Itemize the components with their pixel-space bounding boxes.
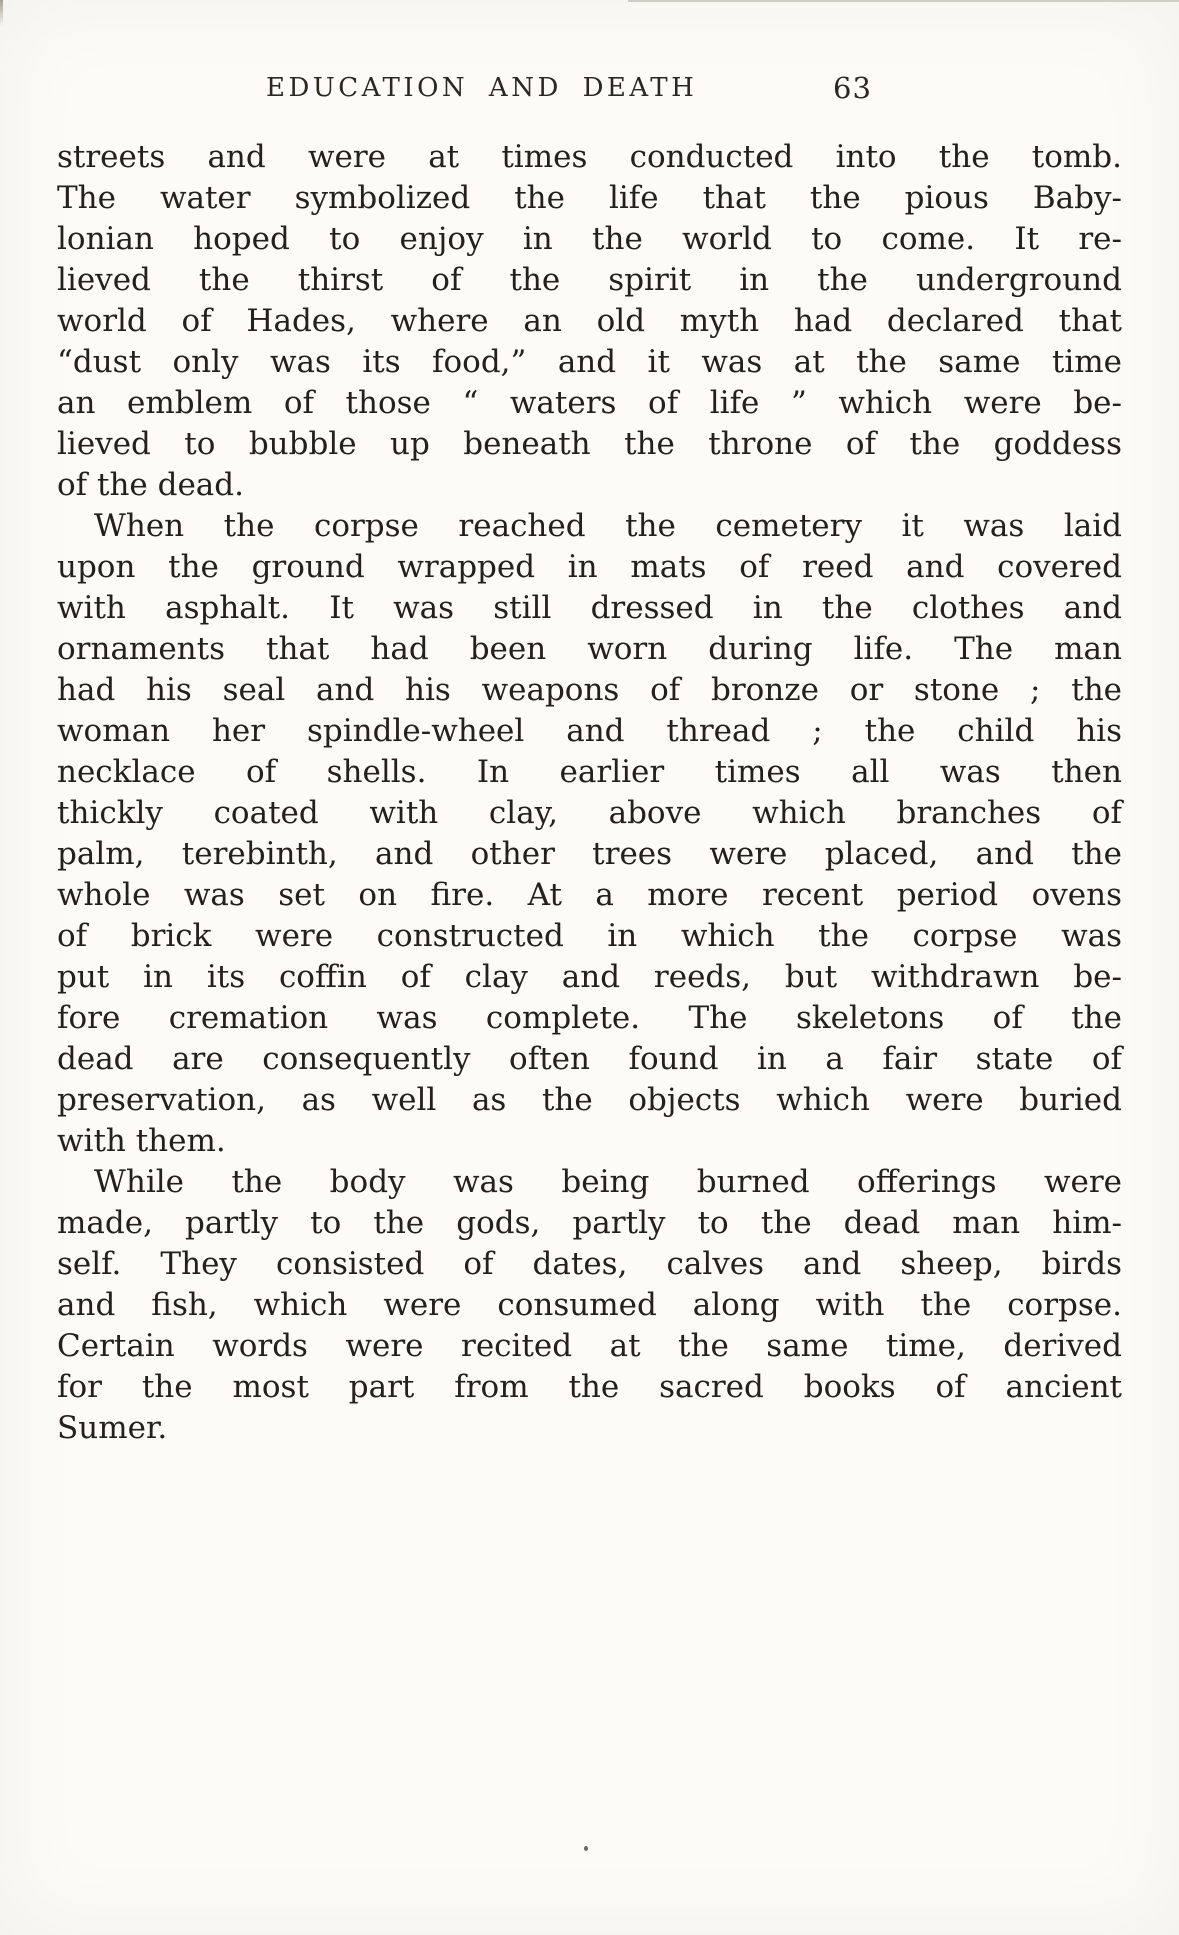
text-line: When the corpse reached the cemetery it was laid: [94, 508, 1122, 544]
text-line: with them.: [57, 1123, 226, 1159]
text-line: and fish, which were consumed along with the corpse.: [57, 1287, 1122, 1323]
text-line: self. They consisted of dates, calves and sheep, birds: [57, 1246, 1122, 1282]
scan-corner-artifact: [0, 0, 3, 26]
text-line: necklace of shells. In earlier times all was then: [57, 754, 1122, 790]
text-line: woman her spindle-wheel and thread ; the child his: [57, 713, 1122, 749]
text-line: upon the ground wrapped in mats of reed and covered: [57, 549, 1122, 585]
text-line: of brick were constructed in which the corpse was: [57, 918, 1122, 954]
running-title: EDUCATION AND DEATH: [266, 73, 698, 103]
text-line: whole was set on fire. At a more recent period ovens: [57, 877, 1122, 913]
text-line: lieved the thirst of the spirit in the underground: [57, 262, 1122, 298]
paragraph-3: [57, 1162, 1122, 1449]
text-line: “dust only was its food,” and it was at the same time: [57, 344, 1122, 380]
text-line: While the body was being burned offerings were: [94, 1164, 1122, 1200]
text-line: lonian hoped to enjoy in the world to come. It re-: [57, 221, 1122, 257]
text-line: dead are consequently often found in a fair state of: [57, 1041, 1122, 1077]
text-line: thickly coated with clay, above which branches of: [57, 795, 1122, 831]
text-line: had his seal and his weapons of bronze or stone ; the: [57, 672, 1122, 708]
text-line: put in its coffin of clay and reeds, but withdrawn be-: [57, 959, 1122, 995]
text-line: palm, terebinth, and other trees were placed, and the: [57, 836, 1122, 872]
scan-artifact-dot: [584, 1846, 588, 1851]
page-number: 63: [833, 71, 872, 105]
text-line: The water symbolized the life that the pious Baby-: [57, 180, 1122, 216]
text-line: for the most part from the sacred books of ancient: [57, 1369, 1122, 1405]
text-line: ornaments that had been worn during life. The man: [57, 631, 1122, 667]
text-line: Sumer.: [57, 1410, 168, 1446]
text-line: preservation, as well as the objects which were buried: [57, 1082, 1122, 1118]
text-line: with asphalt. It was still dressed in the clothes and: [57, 590, 1122, 626]
paragraph-2: [57, 506, 1122, 1162]
page-body: [57, 137, 1122, 1449]
text-line: world of Hades, where an old myth had declared that: [57, 303, 1122, 339]
text-line: Certain words were recited at the same time, derived: [57, 1328, 1122, 1364]
scan-edge-artifact: [628, 0, 1179, 2]
text-line: fore cremation was complete. The skeletons of the: [57, 1000, 1122, 1036]
text-line: made, partly to the gods, partly to the dead man him-: [57, 1205, 1122, 1241]
text-line: streets and were at times conducted into the tomb.: [57, 139, 1122, 175]
paragraph-1: [57, 137, 1122, 506]
text-line: of the dead.: [57, 467, 244, 503]
text-line: an emblem of those “ waters of life ” which were be-: [57, 385, 1122, 421]
text-line: lieved to bubble up beneath the throne of the goddess: [57, 426, 1122, 462]
